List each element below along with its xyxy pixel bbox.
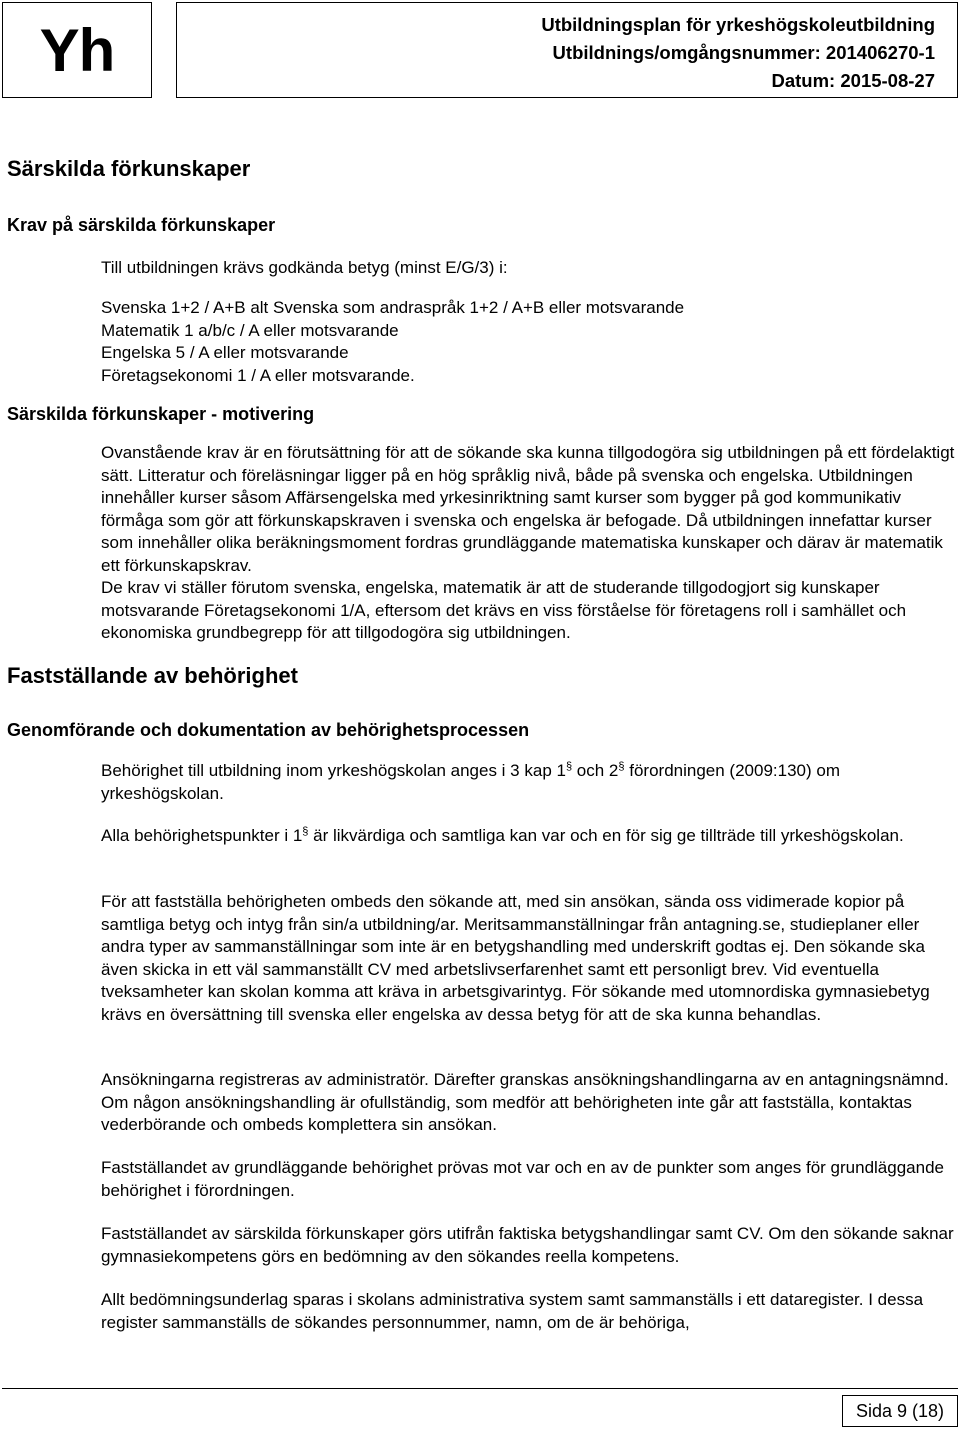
- document-header: [176, 2, 958, 98]
- footer-divider: [2, 1388, 958, 1389]
- section-heading-faststallande: Fastställande av behörighet: [7, 663, 298, 688]
- subheading-motivering: Särskilda förkunskaper - motivering: [7, 404, 315, 424]
- document-title: Utbildningsplan för yrkeshögskoleutbildning: [541, 14, 935, 35]
- paragraph-grundlaggande: Fastställandet av grundläggande behörighet prövas mot var och en av de punkter som anges för grundläggande behörighet i förordningen.: [101, 1158, 944, 1200]
- paragraph-bedomningsunderlag: Allt bedömningsunderlag sparas i skolans administrativa system samt sammanställs i ett dataregister. I dessa register sammanställs de sökandes personnummer, namn, om de är behöriga,: [101, 1290, 924, 1332]
- requirement-item: Svenska 1+2 / A+B alt Svenska som andraspråk 1+2 / A+B eller motsvarande: [101, 298, 685, 317]
- requirements-list: [101, 297, 960, 387]
- paragraph-sign: §: [302, 825, 309, 838]
- paragraph-faststalla: För att fastställa behörigheten ombeds den sökande att, med sin ansökan, sända oss vidimerade kopior på samtliga betyg och intyg från sin/a utbildning/ar. Meritsammanställningar från antagning.se, studieplaner eller andra typer av sammanställningar som inte är en betygshandling med underskrift godtas ej. Den sökande ska även skicka in ett väl sammanställt CV med arbetslivserfarenhet samt ett personligt brev. Vid eventuella tveksamheter kan skolan komma att kräva in arbetsgivarintyg. För sökande med utomnordiska gymnasiebetyg krävs en översättning till svenska eller engelska av dessa betyg för att de ska kunna behandlas.: [101, 892, 930, 1024]
- requirement-item: Företagsekonomi 1 / A eller motsvarande.: [101, 365, 415, 385]
- requirement-item: Matematik 1 a/b/c / A eller motsvarande: [101, 320, 399, 340]
- document-date: Datum: 2015-08-27: [771, 70, 935, 91]
- requirements-intro: Till utbildningen krävs godkända betyg (minst E/G/3) i:: [101, 258, 508, 277]
- logo-text: Yh: [39, 16, 115, 84]
- paragraph-sign: §: [618, 760, 625, 773]
- requirement-item: Engelska 5 / A eller motsvarande: [101, 343, 349, 362]
- motivation-paragraph: De krav vi ställer förutom svenska, engelska, matematik är att de studerande tillgodogjort sig kunskaper motsvarande Företagsekonomi 1/A, eftersom det krävs en viss förståelse för företagens roll i samhället och ekonomiska grundbegrepp för att tillgodogöra sig utbildningen.: [101, 578, 907, 642]
- motivation-text: [101, 442, 960, 645]
- subheading-krav: Krav på särskilda förkunskaper: [7, 215, 276, 235]
- motivation-paragraph: Ovanstående krav är en förutsättning för att de sökande ska kunna tillgodogöra sig utbildningen på ett fördelaktigt sätt. Litteratur och föreläsningar ligger på en hög språklig nivå, både på svenska och engelska. Utbildningen innehåller kurser såsom Affärsengelska med yrkesinriktning samt kurser som bygger på god kommunikativ förmåga som gör att förkunskapskraven i svenska och engelska är befogade. Då utbildningen innefattar kurser som innehåller olika beräkningsmoment fordras grundläggande matematiska kunskaper och därav är matematik ett förkunskapskrav.: [101, 443, 955, 575]
- section-heading-sarskilda-forkunskaper: Särskilda förkunskaper: [7, 156, 251, 181]
- yh-logo: [2, 2, 152, 98]
- paragraph-sign: §: [565, 760, 573, 773]
- subheading-genomforande: Genomförande och dokumentation av behörighetsprocessen: [7, 720, 530, 740]
- paragraph-ansokningar: Ansökningarna registreras av administratör. Därefter granskas ansökningshandlingarna av en antagningsnämnd. Om någon ansökningshandling är ofullständig, som medför att behörigheten inte går att fastställa, kontaktas vederbörande och ombeds komplettera sin ansökan.: [101, 1070, 949, 1134]
- paragraph-sarskilda: Fastställandet av särskilda förkunskaper görs utifrån faktiska betygshandlingar samt CV. Om den sökande saknar gymnasiekompetens görs en bedömning av den sökandes reella kompetens.: [101, 1224, 954, 1266]
- paragraph-behorighetspunkter: Alla behörighetspunkter i 1§ är likvärdiga och samtliga kan var och en för sig ge tillträde till yrkeshögskolan.: [101, 825, 904, 845]
- page-number-label: Sida 9 (18): [855, 1400, 945, 1421]
- page-number: [842, 1395, 958, 1427]
- paragraph-behorighet: Behörighet till utbildning inom yrkeshögskolan anges i 3 kap 1§ och 2§ förordningen (2009:130) om yrkeshögskolan.: [101, 760, 840, 803]
- document-number: Utbildnings/omgångsnummer: 201406270-1: [552, 42, 935, 63]
